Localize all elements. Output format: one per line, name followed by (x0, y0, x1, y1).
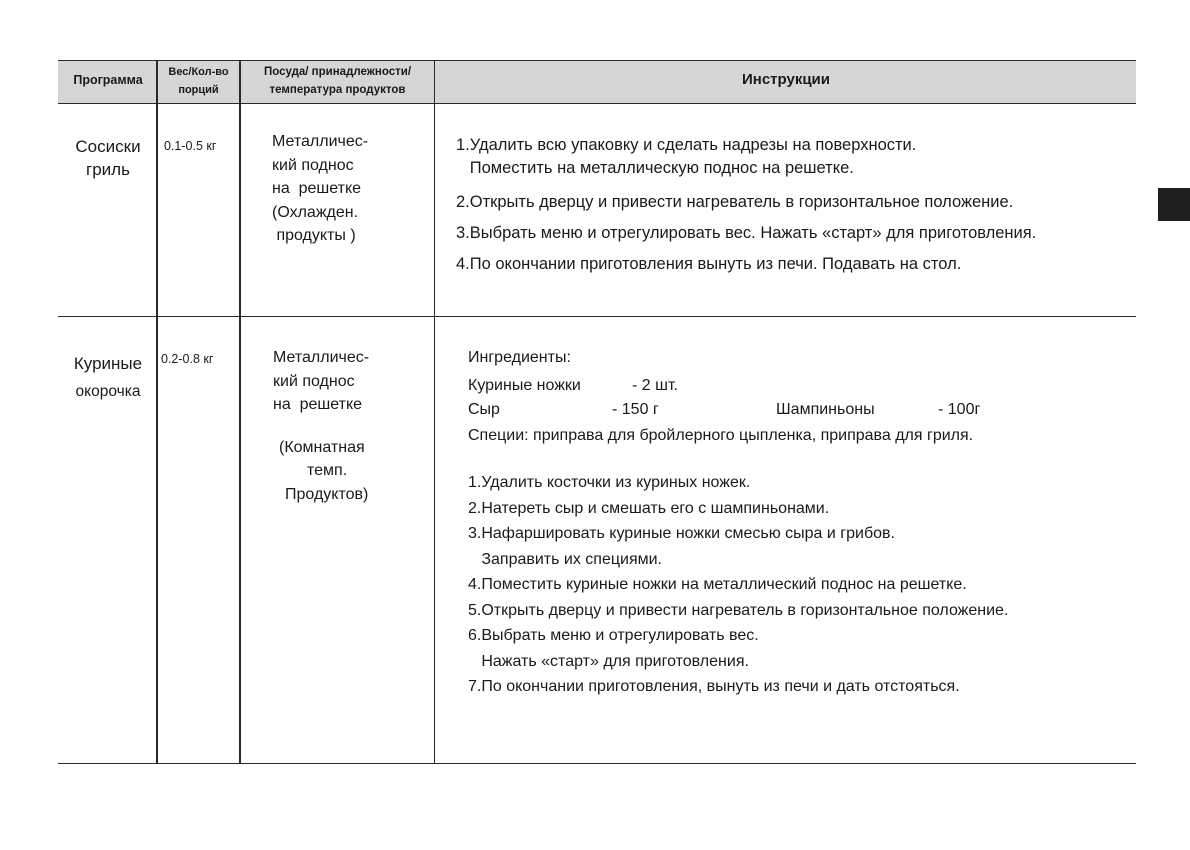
column-divider-2 (239, 60, 241, 764)
header-program: Программа (73, 73, 143, 87)
column-divider-3 (434, 60, 435, 764)
instruction-line: Нажать «старт» для приготовления. (468, 652, 749, 670)
instruction-line: Поместить на металлическую поднос на решетке. (456, 159, 854, 177)
row2-cookware (273, 346, 369, 506)
header-cookware-line: Посуда/ принадлежности/ (263, 66, 412, 78)
ingredients-title: Ингредиенты: (468, 349, 571, 366)
instruction-line: 3.Выбрать меню и отрегулировать вес. Нажать «старт» для приготовления. (456, 224, 1037, 242)
instruction-line: 7.По окончании приготовления, вынуть из печи и дать отстояться. (468, 678, 960, 695)
ingredient-qty: - 2 шт. (632, 377, 678, 394)
cookware-line: кий поднос (272, 156, 354, 174)
table-bottom-rule (58, 763, 1136, 764)
header-weight-line: Вес/Кол-во (168, 66, 229, 78)
cookware-line (273, 417, 369, 436)
ingredients-spices: Специи: приправа для бройлерного цыпленка, приправа для гриля. (468, 427, 974, 444)
row2-ingredients (468, 346, 571, 369)
ingredient-name: Куриные ножки (468, 377, 581, 394)
cookware-line: (Комнатная (279, 438, 365, 456)
row1-instructions (456, 134, 1036, 276)
instruction-line: Заправить их специями. (468, 550, 662, 568)
row2-program (60, 350, 156, 406)
ingredient-name: Сыр (468, 401, 500, 418)
cookware-line: темп. (307, 462, 348, 479)
header-weight-line: порций (178, 84, 219, 96)
program-line: Куриные (73, 354, 143, 373)
instruction-line: 6.Выбрать меню и отрегулировать вес. (468, 627, 759, 644)
instruction-line: 4.Поместить куриные ножки на металлический поднос на решетке. (468, 576, 967, 593)
row1-program (60, 135, 156, 181)
cookware-line: Продуктов) (285, 485, 369, 503)
row1-cookware (272, 130, 368, 248)
instruction-line: 4.По окончании приготовления вынуть из печи. Подавать на стол. (456, 255, 962, 273)
program-line: гриль (86, 160, 130, 179)
cookware-line: Металличес- (272, 133, 369, 150)
instruction-line: 2.Натереть сыр и смешать его с шампиньонами. (468, 499, 830, 517)
header-cookware (241, 63, 434, 99)
cookware-line: на решетке (273, 396, 363, 413)
instruction-line: 5.Открыть дверцу и привести нагреватель в горизонтальное положение. (468, 601, 1009, 619)
program-line: Сосиски (75, 137, 141, 156)
header-instructions: Инструкции (741, 71, 830, 88)
cookware-line: на решетке (272, 180, 362, 197)
header-weight (158, 63, 239, 99)
program-line: окорочка (75, 383, 141, 400)
instruction-line: 3.Нафаршировать куриные ножки смесью сыра и грибов. (468, 525, 895, 542)
cookware-line: Металличес- (273, 349, 370, 366)
column-divider-1 (156, 60, 158, 764)
cookware-line: кий поднос (273, 372, 355, 390)
table-top-rule (58, 60, 1136, 61)
row-divider-rule (58, 316, 1136, 317)
ingredient-qty: - 100г (938, 401, 981, 418)
row1-weight: 0.1-0.5 кг (164, 139, 217, 153)
ingredient-name: Шампиньоны (776, 401, 875, 418)
header-bottom-rule (58, 103, 1136, 104)
row2-instructions (468, 470, 1008, 700)
cookware-line: (Охлажден. (272, 203, 359, 221)
row2-weight: 0.2-0.8 кг (161, 352, 214, 366)
instruction-line: 2.Открыть дверцу и привести нагреватель в горизонтальное положение. (456, 193, 1014, 211)
section-tab-marker (1158, 188, 1190, 221)
cookware-line: продукты ) (272, 227, 356, 244)
ingredient-qty: - 150 г (612, 401, 659, 418)
header-cookware-line: температура продуктов (269, 84, 406, 96)
instruction-line: 1.Удалить косточки из куриных ножек. (468, 474, 751, 491)
instruction-line: 1.Удалить всю упаковку и сделать надрезы на поверхности. (456, 136, 917, 154)
